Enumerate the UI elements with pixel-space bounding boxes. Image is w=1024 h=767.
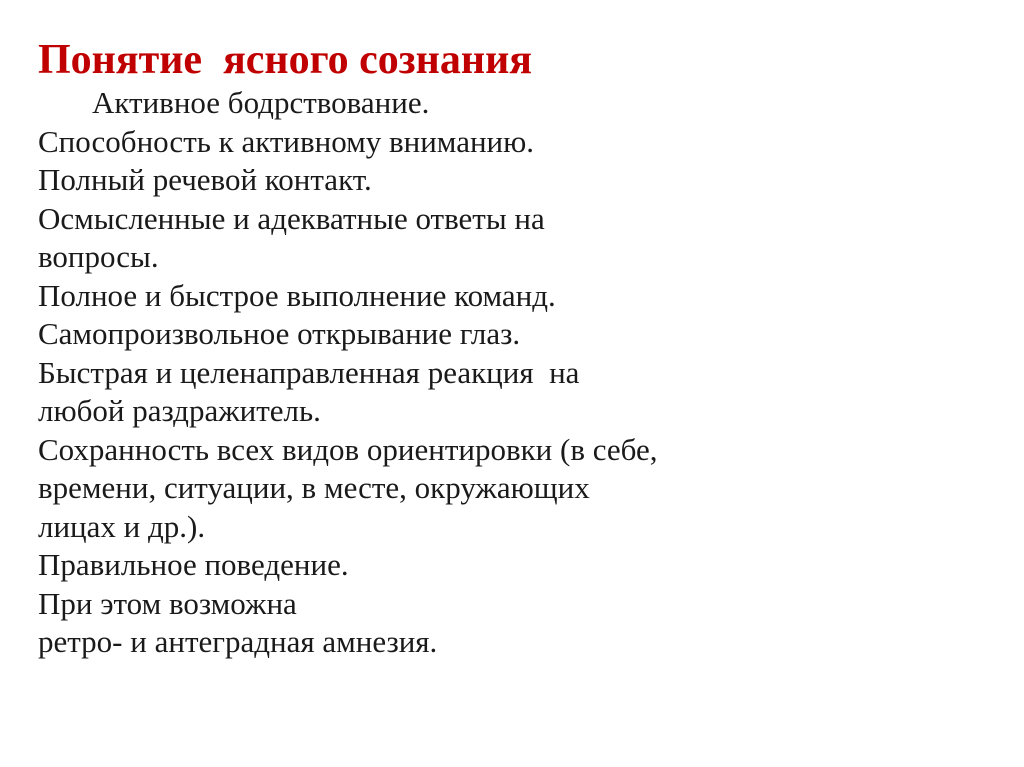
text-line: вопросы. bbox=[38, 239, 159, 274]
slide-body bbox=[38, 84, 998, 662]
text-line: При этом возможна bbox=[38, 585, 297, 621]
text-line: любой раздражитель. bbox=[38, 393, 321, 428]
text-line: Самопроизвольное открывание глаз. bbox=[38, 316, 521, 351]
text-line: ретро- и антеградная амнезия. bbox=[38, 624, 438, 659]
text-line: Правильное поведение. bbox=[38, 547, 349, 582]
text-line: Активное бодрствование. bbox=[92, 85, 430, 120]
text-line: Быстрая и целенаправленная реакция на bbox=[38, 354, 580, 390]
slide-title: Понятие ясного сознания bbox=[38, 37, 532, 83]
text-line: Осмысленные и адекватные ответы на bbox=[38, 200, 545, 236]
text-line: Способность к активному вниманию. bbox=[38, 123, 535, 159]
text-line: лицах и др.). bbox=[38, 508, 206, 544]
text-line: Полный речевой контакт. bbox=[38, 162, 372, 197]
text-line: времени, ситуации, в месте, окружающих bbox=[38, 470, 590, 505]
text-line: Сохранность всех видов ориентировки (в себе, bbox=[38, 431, 658, 467]
text-line: Полное и быстрое выполнение команд. bbox=[38, 277, 556, 313]
